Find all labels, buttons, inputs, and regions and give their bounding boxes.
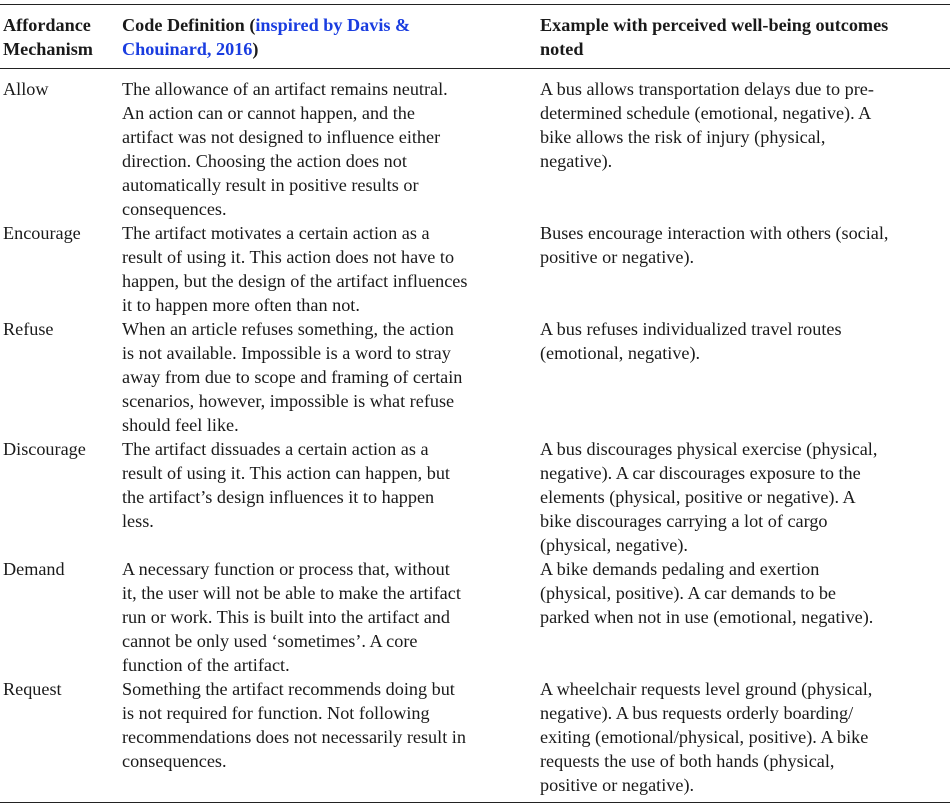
header-col2-prefix: Code Definition ( bbox=[122, 15, 256, 35]
example-line: A bus allows transportation delays due to pre- bbox=[540, 79, 874, 99]
example-line: (physical, positive). A car demands to be bbox=[540, 583, 836, 603]
definition-cell bbox=[122, 677, 466, 773]
definition-line: consequences. bbox=[122, 199, 227, 219]
example-line: requests the use of both hands (physical, bbox=[540, 751, 835, 771]
header-col3-line2: noted bbox=[540, 39, 584, 59]
header-col3-line1: Example with perceived well-being outcomes bbox=[540, 15, 889, 35]
example-line: (physical, negative). bbox=[540, 535, 688, 555]
definition-line: Something the artifact recommends doing but bbox=[122, 679, 455, 699]
mechanism-cell: Encourage bbox=[3, 223, 81, 243]
example-line: bike allows the risk of injury (physical, bbox=[540, 127, 826, 147]
mechanism-cell: Demand bbox=[3, 559, 65, 579]
definition-line: result of using it. This action can happen, but bbox=[122, 463, 450, 483]
definition-line: it, the user will not be able to make the artifact bbox=[122, 583, 461, 603]
example-line: negative). A bus requests orderly boarding/ bbox=[540, 703, 854, 723]
mechanism-cell: Discourage bbox=[3, 439, 86, 459]
definition-line: A necessary function or process that, without bbox=[122, 559, 450, 579]
example-line: negative). bbox=[540, 151, 613, 171]
example-line: parked when not in use (emotional, negative). bbox=[540, 607, 874, 627]
example-line: Buses encourage interaction with others (social, bbox=[540, 223, 889, 243]
header-col1-line2: Mechanism bbox=[3, 39, 93, 59]
definition-line: function of the artifact. bbox=[122, 655, 290, 675]
definition-line: direction. Choosing the action does not bbox=[122, 151, 407, 171]
example-cell bbox=[540, 437, 877, 557]
example-line: positive or negative). bbox=[540, 247, 695, 267]
definition-line: is not available. Impossible is a word to stray bbox=[122, 343, 451, 363]
definition-line: run or work. This is built into the artifact and bbox=[122, 607, 450, 627]
header-bottom-rule bbox=[0, 68, 950, 69]
definition-line: An action can or cannot happen, and the bbox=[122, 103, 415, 123]
definition-cell bbox=[122, 317, 462, 437]
definition-line: should feel like. bbox=[122, 415, 239, 435]
definition-cell bbox=[122, 557, 461, 677]
definition-cell bbox=[122, 221, 467, 317]
header-code-definition bbox=[122, 13, 522, 61]
mechanism-cell: Allow bbox=[3, 79, 49, 99]
example-cell bbox=[540, 557, 873, 629]
example-line: determined schedule (emotional, negative). A bbox=[540, 103, 872, 123]
definition-line: less. bbox=[122, 511, 154, 531]
example-line: A bus refuses individualized travel routes bbox=[540, 319, 842, 339]
definition-cell bbox=[122, 77, 448, 221]
mechanism-cell: Request bbox=[3, 679, 62, 699]
definition-line: automatically result in positive results or bbox=[122, 175, 419, 195]
header-example bbox=[540, 13, 950, 61]
example-line: A bike demands pedaling and exertion bbox=[540, 559, 820, 579]
example-cell bbox=[540, 221, 888, 269]
example-line: exiting (emotional/physical, positive). A bike bbox=[540, 727, 869, 747]
example-line: A wheelchair requests level ground (physical, bbox=[540, 679, 873, 699]
table-top-rule bbox=[0, 4, 950, 5]
definition-line: The allowance of an artifact remains neutral. bbox=[122, 79, 448, 99]
definition-cell bbox=[122, 437, 450, 533]
example-line: elements (physical, positive or negative). A bbox=[540, 487, 856, 507]
definition-line: is not required for function. Not following bbox=[122, 703, 430, 723]
definition-line: the artifact’s design influences it to happen bbox=[122, 487, 435, 507]
definition-line: result of using it. This action does not have to bbox=[122, 247, 455, 267]
table-bottom-rule bbox=[0, 802, 950, 803]
mechanism-cell: Refuse bbox=[3, 319, 54, 339]
definition-line: scenarios, however, impossible is what refuse bbox=[122, 391, 455, 411]
example-line: A bus discourages physical exercise (physical, bbox=[540, 439, 878, 459]
example-line: bike discourages carrying a lot of cargo bbox=[540, 511, 828, 531]
definition-line: cannot be only used ‘sometimes’. A core bbox=[122, 631, 418, 651]
citation-link-cont[interactable]: Chouinard, 2016 bbox=[122, 39, 253, 59]
definition-line: When an article refuses something, the action bbox=[122, 319, 454, 339]
example-cell bbox=[540, 677, 872, 797]
definition-line: away from due to scope and framing of certain bbox=[122, 367, 463, 387]
definition-line: happen, but the design of the artifact influences bbox=[122, 271, 468, 291]
example-line: (emotional, negative). bbox=[540, 343, 701, 363]
example-cell bbox=[540, 317, 842, 365]
definition-line: The artifact dissuades a certain action as a bbox=[122, 439, 429, 459]
header-affordance-mechanism bbox=[3, 13, 115, 61]
definition-line: it to happen more often than not. bbox=[122, 295, 360, 315]
definition-line: artifact was not designed to influence either bbox=[122, 127, 441, 147]
example-line: positive or negative). bbox=[540, 775, 695, 795]
definition-line: recommendations does not necessarily result in bbox=[122, 727, 466, 747]
example-cell bbox=[540, 77, 874, 173]
header-col2-suffix: ) bbox=[252, 39, 259, 59]
example-line: negative). A car discourages exposure to the bbox=[540, 463, 861, 483]
header-col1-line1: Affordance bbox=[3, 15, 91, 35]
citation-link[interactable]: inspired by Davis & bbox=[255, 15, 411, 35]
definition-line: The artifact motivates a certain action as a bbox=[122, 223, 430, 243]
definition-line: consequences. bbox=[122, 751, 227, 771]
